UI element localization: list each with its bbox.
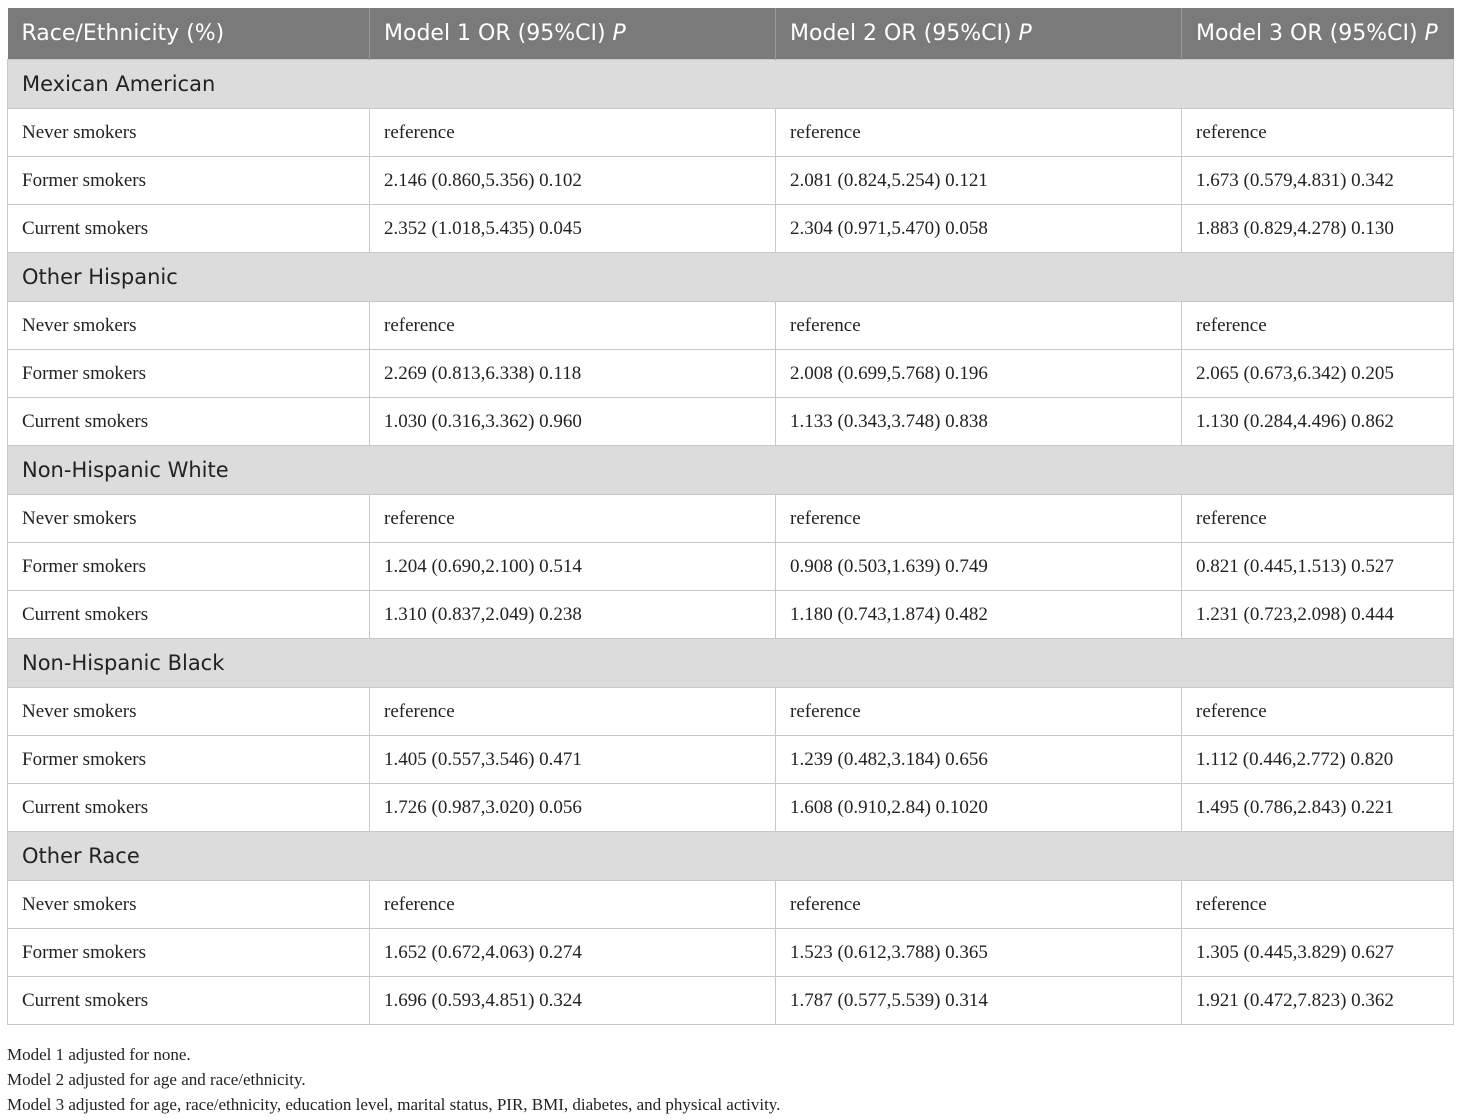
row-label: Former smokers: [8, 736, 370, 784]
header-label: Race/Ethnicity (%): [21, 21, 225, 46]
model-1-cell: 1.310 (0.837,2.049) 0.238: [370, 591, 776, 639]
model-1-cell: 1.652 (0.672,4.063) 0.274: [370, 929, 776, 977]
row-label: Current smokers: [8, 591, 370, 639]
group-row: [8, 639, 1454, 688]
model-1-cell: 2.269 (0.813,6.338) 0.118: [370, 350, 776, 398]
model-3-cell: reference: [1182, 109, 1454, 157]
footnote-model-2: Model 2 adjusted for age and race/ethnicity.: [7, 1070, 306, 1089]
model-3-cell: reference: [1182, 881, 1454, 929]
header-p-label: P: [1424, 21, 1438, 46]
model-3-cell: 1.921 (0.472,7.823) 0.362: [1182, 977, 1454, 1025]
row-label: Current smokers: [8, 205, 370, 253]
model-2-cell: 2.304 (0.971,5.470) 0.058: [776, 205, 1182, 253]
model-3-cell: reference: [1182, 302, 1454, 350]
table-row: [8, 784, 1454, 832]
group-row: [8, 446, 1454, 495]
model-1-cell: 1.405 (0.557,3.546) 0.471: [370, 736, 776, 784]
model-1-cell: reference: [370, 302, 776, 350]
table-row: [8, 109, 1454, 157]
header-row: [8, 8, 1454, 60]
model-2-cell: 0.908 (0.503,1.639) 0.749: [776, 543, 1182, 591]
model-1-cell: reference: [370, 688, 776, 736]
row-label: Never smokers: [8, 495, 370, 543]
header-label: Model 1 OR (95%CI): [384, 21, 606, 46]
row-label: Current smokers: [8, 398, 370, 446]
header-p-label: P: [1018, 21, 1032, 46]
group-name: Non-Hispanic White: [8, 446, 1454, 495]
table-row: [8, 302, 1454, 350]
model-3-cell: 1.305 (0.445,3.829) 0.627: [1182, 929, 1454, 977]
model-3-cell: reference: [1182, 495, 1454, 543]
footnote-model-1: Model 1 adjusted for none.: [7, 1045, 191, 1064]
model-3-cell: 1.495 (0.786,2.843) 0.221: [1182, 784, 1454, 832]
model-3-cell: 0.821 (0.445,1.513) 0.527: [1182, 543, 1454, 591]
group-row: [8, 832, 1454, 881]
model-2-cell: reference: [776, 495, 1182, 543]
table-header: [8, 8, 1454, 60]
model-2-cell: 1.787 (0.577,5.539) 0.314: [776, 977, 1182, 1025]
table-row: [8, 350, 1454, 398]
model-2-cell: reference: [776, 688, 1182, 736]
footnote-model-3: Model 3 adjusted for age, race/ethnicity, education level, marital status, PIR, BMI, diabetes, and physical activity.: [7, 1095, 781, 1114]
model-1-cell: reference: [370, 881, 776, 929]
table-row: [8, 495, 1454, 543]
model-2-cell: 1.180 (0.743,1.874) 0.482: [776, 591, 1182, 639]
model-3-cell: 1.883 (0.829,4.278) 0.130: [1182, 205, 1454, 253]
group-row: [8, 60, 1454, 109]
header-label: Model 2 OR (95%CI): [790, 21, 1012, 46]
table-row: [8, 688, 1454, 736]
table-row: [8, 205, 1454, 253]
table-row: [8, 977, 1454, 1025]
table-body: [8, 60, 1454, 1025]
model-1-cell: 2.146 (0.860,5.356) 0.102: [370, 157, 776, 205]
header-label: Model 3 OR (95%CI): [1196, 21, 1418, 46]
row-label: Current smokers: [8, 784, 370, 832]
model-1-cell: 1.204 (0.690,2.100) 0.514: [370, 543, 776, 591]
model-2-cell: 2.081 (0.824,5.254) 0.121: [776, 157, 1182, 205]
row-label: Never smokers: [8, 302, 370, 350]
group-name: Non-Hispanic Black: [8, 639, 1454, 688]
table-row: [8, 929, 1454, 977]
model-3-cell: 1.231 (0.723,2.098) 0.444: [1182, 591, 1454, 639]
results-table: [7, 8, 1454, 1025]
row-label: Never smokers: [8, 109, 370, 157]
model-2-cell: 1.239 (0.482,3.184) 0.656: [776, 736, 1182, 784]
row-label: Former smokers: [8, 350, 370, 398]
table-row: [8, 881, 1454, 929]
model-3-cell: 1.673 (0.579,4.831) 0.342: [1182, 157, 1454, 205]
table-row: [8, 157, 1454, 205]
group-row: [8, 253, 1454, 302]
table-footnotes: [7, 1042, 1453, 1117]
header-p-label: P: [612, 21, 626, 46]
row-label: Never smokers: [8, 688, 370, 736]
table-row: [8, 591, 1454, 639]
model-3-cell: 1.130 (0.284,4.496) 0.862: [1182, 398, 1454, 446]
model-2-cell: 2.008 (0.699,5.768) 0.196: [776, 350, 1182, 398]
model-2-cell: reference: [776, 302, 1182, 350]
model-2-cell: 1.523 (0.612,3.788) 0.365: [776, 929, 1182, 977]
model-1-cell: 1.696 (0.593,4.851) 0.324: [370, 977, 776, 1025]
model-3-cell: 2.065 (0.673,6.342) 0.205: [1182, 350, 1454, 398]
row-label: Never smokers: [8, 881, 370, 929]
header-model-1: [370, 8, 776, 60]
model-1-cell: 1.030 (0.316,3.362) 0.960: [370, 398, 776, 446]
group-name: Mexican American: [8, 60, 1454, 109]
table-row: [8, 543, 1454, 591]
group-name: Other Race: [8, 832, 1454, 881]
model-1-cell: 2.352 (1.018,5.435) 0.045: [370, 205, 776, 253]
model-2-cell: 1.608 (0.910,2.84) 0.1020: [776, 784, 1182, 832]
model-1-cell: 1.726 (0.987,3.020) 0.056: [370, 784, 776, 832]
row-label: Former smokers: [8, 929, 370, 977]
model-2-cell: reference: [776, 881, 1182, 929]
group-name: Other Hispanic: [8, 253, 1454, 302]
model-3-cell: 1.112 (0.446,2.772) 0.820: [1182, 736, 1454, 784]
header-model-3: [1182, 8, 1454, 60]
model-3-cell: reference: [1182, 688, 1454, 736]
model-1-cell: reference: [370, 495, 776, 543]
header-race-ethnicity: [8, 8, 370, 60]
model-1-cell: reference: [370, 109, 776, 157]
model-2-cell: 1.133 (0.343,3.748) 0.838: [776, 398, 1182, 446]
row-label: Current smokers: [8, 977, 370, 1025]
table-row: [8, 736, 1454, 784]
table-row: [8, 398, 1454, 446]
row-label: Former smokers: [8, 157, 370, 205]
row-label: Former smokers: [8, 543, 370, 591]
model-2-cell: reference: [776, 109, 1182, 157]
header-model-2: [776, 8, 1182, 60]
